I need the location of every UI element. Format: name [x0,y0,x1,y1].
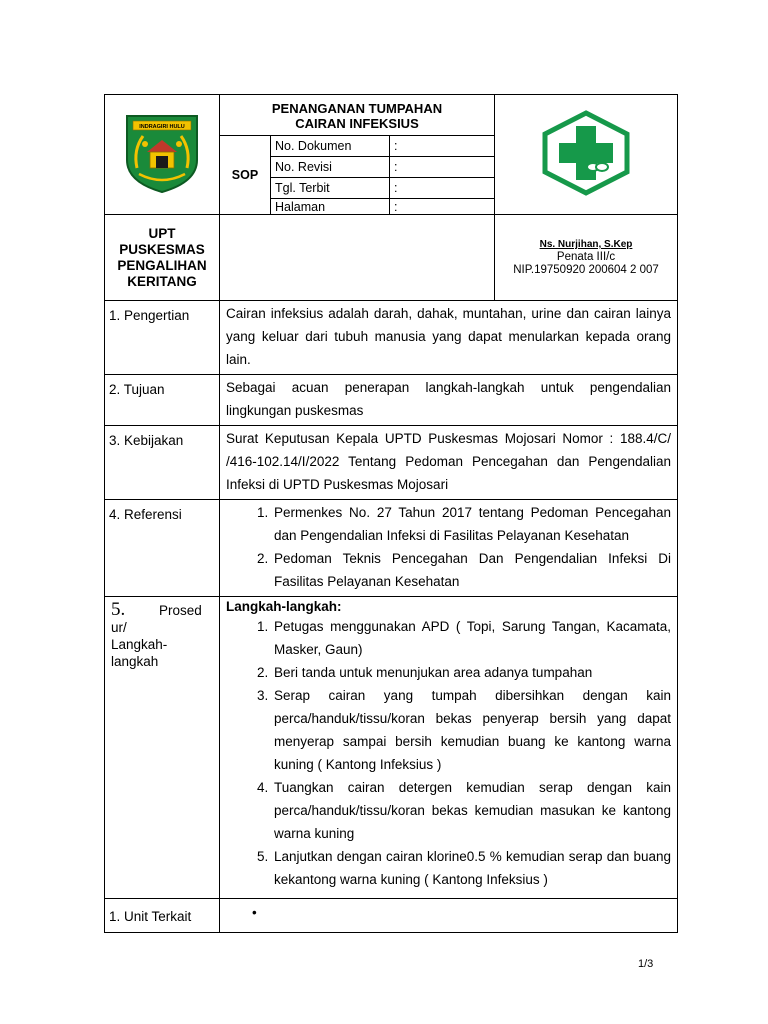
signatory-nip: NIP.19750920 200604 2 007 [513,264,659,276]
section-referensi-list [220,500,678,597]
meta-label: No. Revisi [271,157,390,178]
section-text-kebijakan: Surat Keputusan Kepala UPTD Puskesmas Mojosari Nomor : 188.4/C/ /416-102.14/I/2022 Tentang Pedoman Pencegahan dan Pengendalian Infeksi di UPTD Puskesmas Mojosari [220,426,678,500]
meta-value: : [390,178,495,199]
section-label-prosedur: 5. Prosed ur/ Langkah- langkah [105,597,220,899]
signatory-rank: Penata III/c [556,251,616,263]
regency-emblem-icon [123,112,201,194]
document-title: PENANGANAN TUMPAHAN CAIRAN INFEKSIUS [271,101,443,131]
title-block [220,95,495,215]
sop-table [104,94,678,933]
meta-label: Tgl. Terbit [271,178,390,199]
section-text-pengertian: Cairan infeksius adalah darah, dahak, muntahan, urine dan cairan lainya yang keluar dari tubuh manusia yang dapat menularkan kepada orang lain. [220,301,678,375]
sop-label: SOP [220,136,271,215]
list-item: 2. Beri tanda untuk menunjukan area adanya tumpahan [272,661,671,684]
puskesmas-logo-icon [539,110,633,196]
bullet-item: • [252,905,257,920]
signatory-name: Ns. Nurjihan, S.Kep [539,239,633,250]
meta-label: Halaman [271,199,390,215]
list-item: 3. Serap cairan yang tumpah dibersihkan dengan kain perca/handuk/tissu/koran bekas penyerap bersih yang dapat menyerap sampai bersih kemudian buang ke kantong warna kuning ( Kantong Infeksius ) [272,684,671,776]
section-text-tujuan: Sebagai acuan penerapan langkah-langkah untuk pengendalian lingkungan puskesmas [220,375,678,426]
document-meta-table [220,135,494,214]
meta-value: : [390,199,495,215]
section-label-referensi: 4. Referensi [105,500,220,597]
section-label-tujuan: 2. Tujuan [105,375,220,426]
section-label-pengertian: 1. Pengertian [105,301,220,375]
blank-cell [220,215,495,301]
list-item: 5. Lanjutkan dengan cairan klorine0.5 % kemudian serap dan buang kekantong warna kuning ( Kantong Infeksius ) [272,845,671,891]
meta-value: : [390,157,495,178]
list-item: 4. Tuangkan cairan detergen kemudian serap dengan kain perca/handuk/tissu/koran bekas kemudian masukan ke kantong warna kuning [272,776,671,845]
regency-logo-cell [105,95,220,215]
list-item: 1. Petugas menggunakan APD ( Topi, Sarung Tangan, Kacamata, Masker, Gaun) [272,615,671,661]
svg-text:INDRAGIRI HULU: INDRAGIRI HULU [139,124,185,130]
list-item: 2. Pedoman Teknis Pencegahan Dan Pengendalian Infeksi Di Fasilitas Pelayanan Kesehatan [272,547,671,593]
organization-name: UPT PUSKESMAS PENGALIHAN KERITANG [105,215,220,301]
list-item: 1. Permenkes No. 27 Tahun 2017 tentang Pedoman Pencegahan dan Pengendalian Infeksi di Fasilitas Pelayanan Kesehatan [272,501,671,547]
signatory-block [495,215,678,301]
sop-document [104,94,677,933]
section-label-unit: 1. Unit Terkait [105,899,220,933]
steps-heading: Langkah-langkah: [226,599,342,614]
section-label-kebijakan: 3. Kebijakan [105,426,220,500]
section-prosedur-steps [220,597,678,899]
section-unit-list [220,899,678,933]
puskesmas-logo-cell [495,95,678,215]
meta-value: : [390,136,495,157]
meta-label: No. Dokumen [271,136,390,157]
page-number: 1/3 [638,958,654,970]
